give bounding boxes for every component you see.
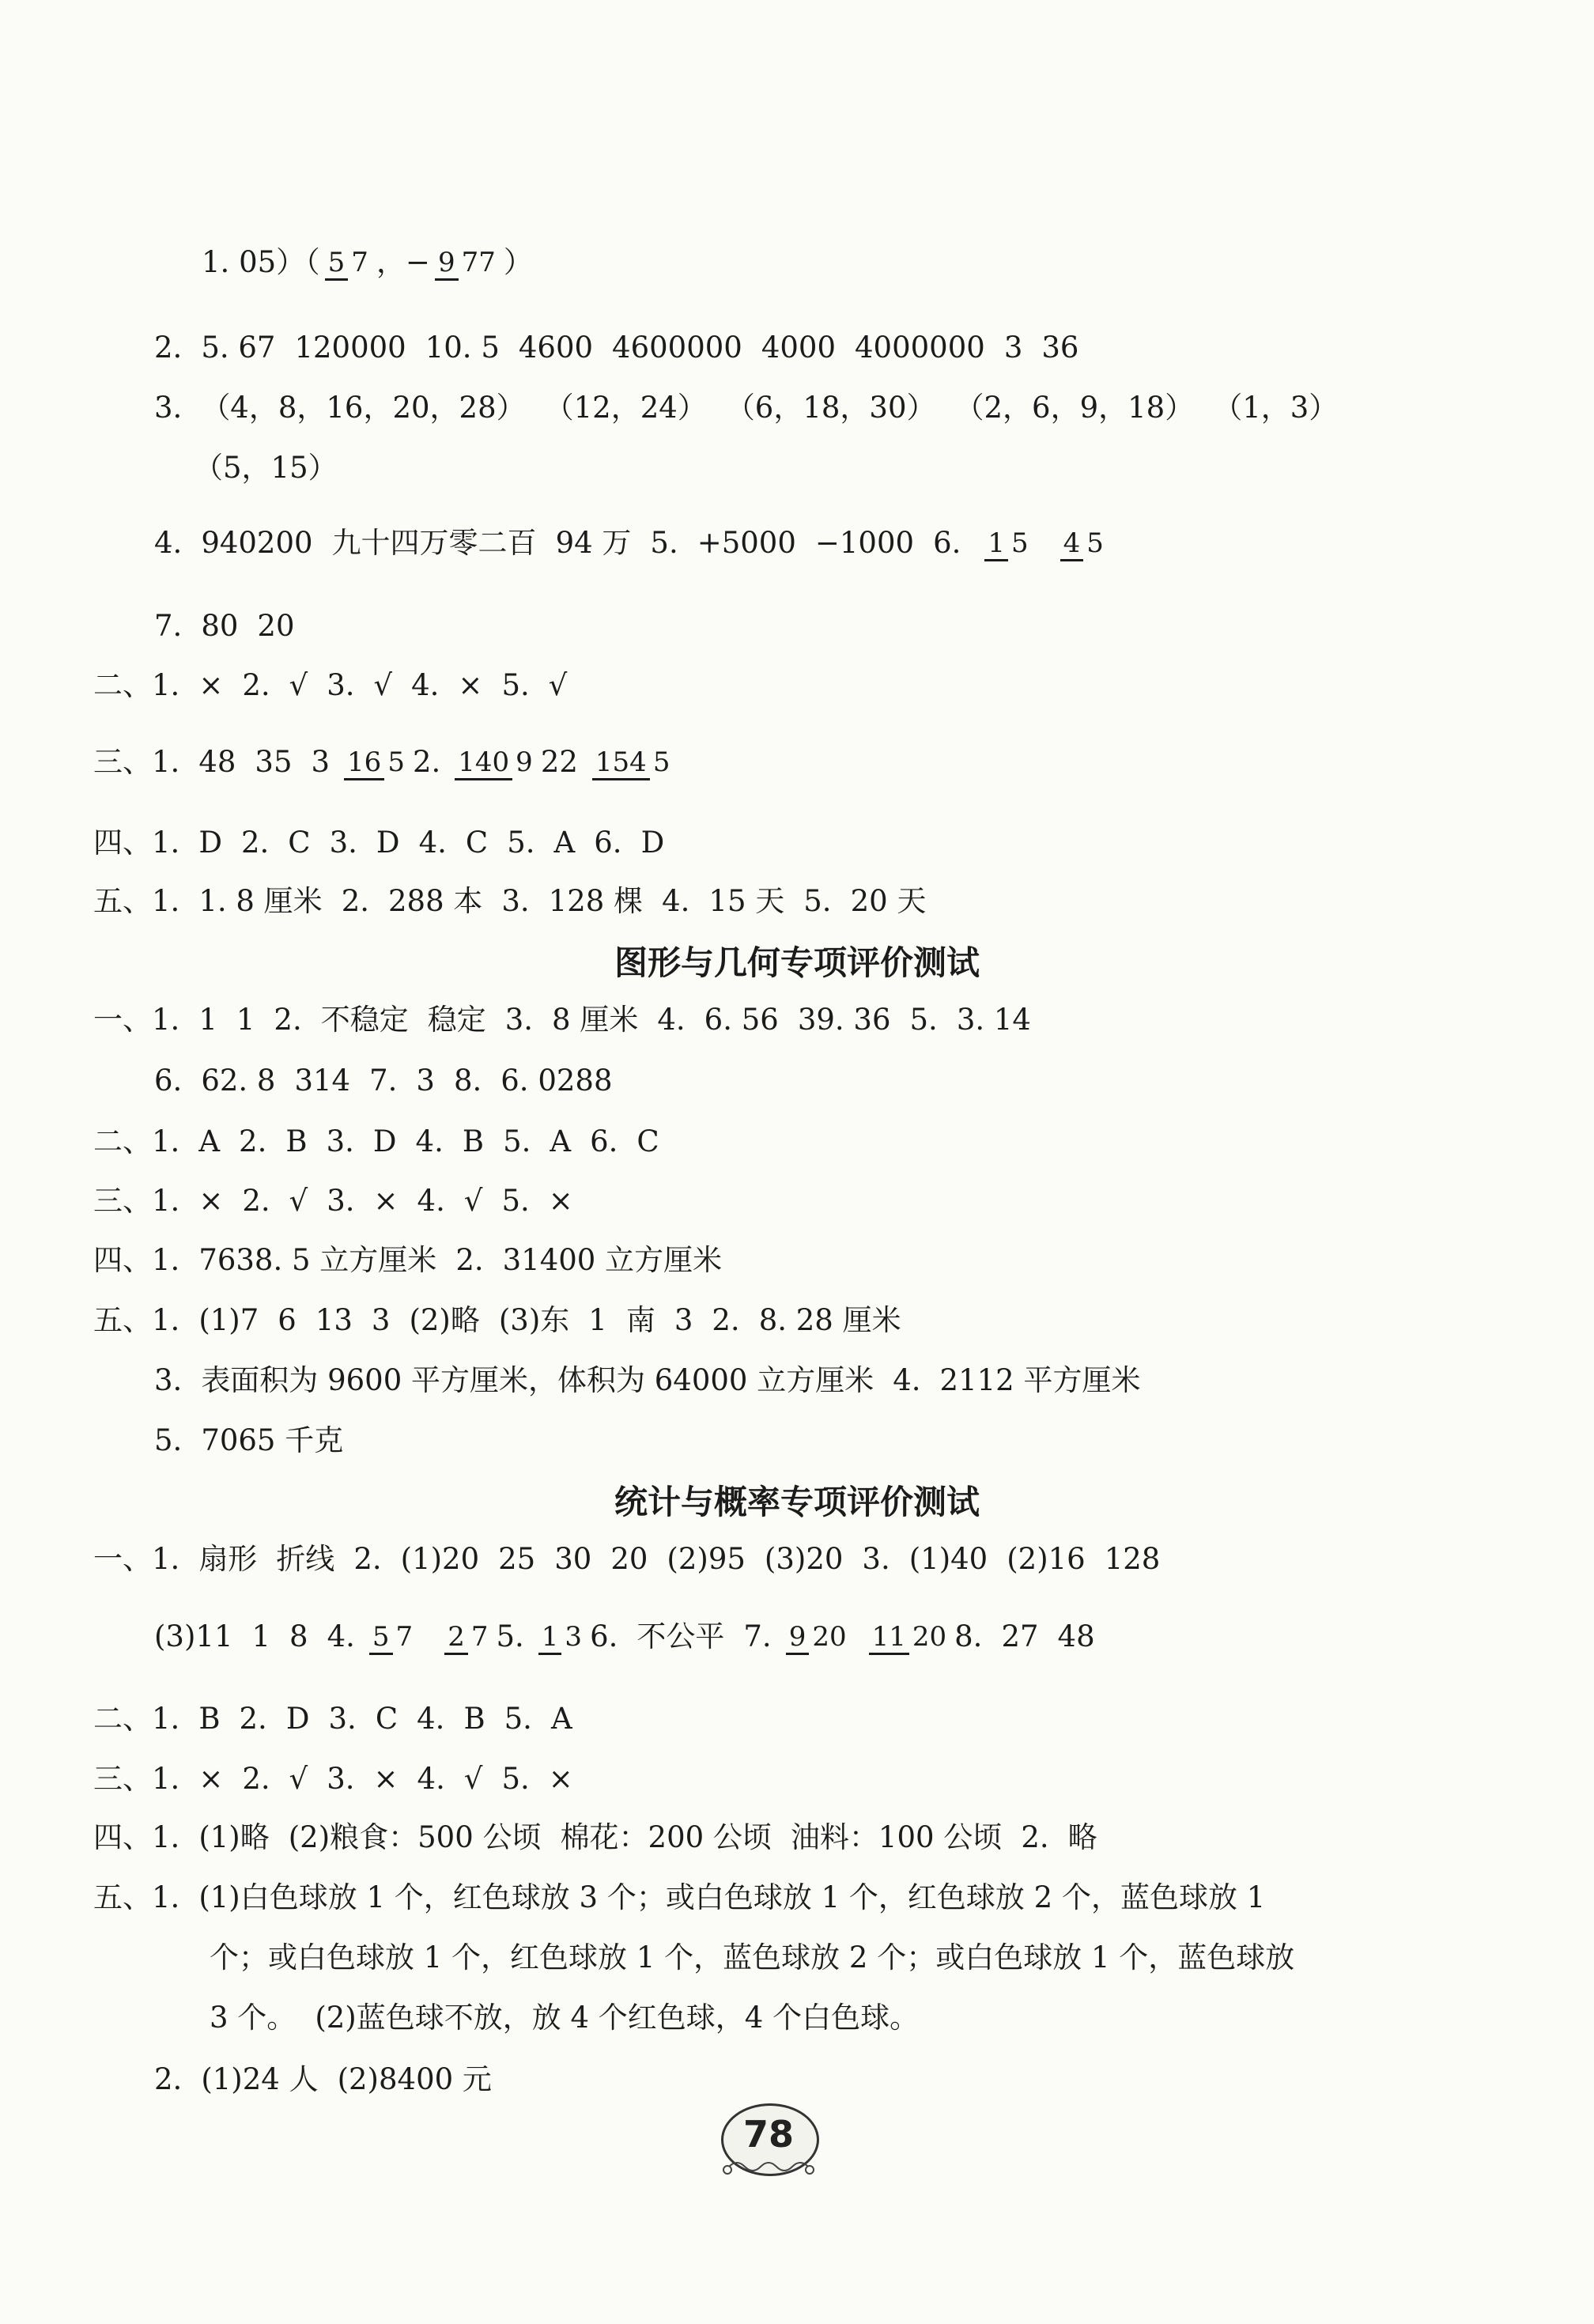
fraction-denominator: 77 [461,247,496,278]
answer-text: B [462,1124,485,1158]
fraction-numerator: 4 [1060,527,1084,561]
fraction-numerator: 1 [538,1621,562,1655]
answer-text: 7. [154,609,183,643]
answer-text: 6. [933,526,961,560]
answer-text: 棉花：200 公顷 [560,1820,772,1854]
fraction [1060,527,1107,559]
answer-text: 20 [257,609,295,643]
answer-text: √ [289,1184,308,1218]
fraction-numerator: 11 [869,1621,909,1655]
answer-text: A [550,1124,572,1158]
answer-text: 7638. 5 立方厘米 [198,1243,437,1277]
answer-text: 4. [327,1619,355,1653]
answer-text: 五、1. [93,884,180,918]
fraction-numerator: 9 [786,1621,810,1655]
answer-text: 3. [327,668,355,702]
answer-text: (2)16 [1007,1542,1086,1576]
answer-text: 10. 5 [425,331,500,365]
answer-text: A [553,826,576,860]
answer-text: 4. [417,1702,445,1736]
answer-text: (2)8400 元 [337,2062,492,2096]
answer-text: 2. [712,1303,740,1337]
answer-text: 4. [411,668,440,702]
answer-text: 不公平 [636,1619,725,1653]
answer-line [154,526,1112,561]
answer-text: 1 [198,1003,217,1037]
fraction [538,1621,585,1653]
fraction-denominator: 7 [470,1621,489,1653]
fraction-denominator: 5 [387,746,405,778]
answer-text: 3 [311,745,331,779]
answer-text: 80 [201,609,239,643]
answer-text: 五、1. [93,1303,180,1337]
answer-text: 3 个。 [210,2001,297,2035]
answer-text: 3. 14 [956,1003,1031,1037]
answer-text: (1)40 [908,1542,988,1576]
answer-text: 7065 千克 [201,1423,344,1457]
answer-line [154,1064,613,1098]
answer-text: 4. [893,1363,921,1397]
answer-text: 折线 [276,1542,335,1576]
answer-text: 3. [154,391,183,425]
answer-text: 31400 立方厘米 [502,1243,723,1277]
fraction [984,527,1031,559]
answer-text: × [373,1762,398,1796]
answer-text: +5000 [697,526,796,560]
answer-line [154,1363,1140,1398]
answer-text: 3. [504,1003,534,1037]
answer-line [93,1003,1031,1037]
answer-text: 3. [327,1762,355,1796]
fraction-denominator: 5 [1011,527,1029,559]
answer-text: 二、1. [93,1124,180,1158]
answer-text: 九十四万零二百 [331,526,537,560]
answer-text: 五、1. [93,1880,180,1914]
answer-text: 7. [369,1064,398,1098]
page-number-badge [713,2103,824,2182]
answer-text: 940200 [201,526,313,560]
answer-text: 3. [154,1363,183,1397]
answer-text: 2. [239,1124,267,1158]
answer-text: 三、1. [93,1762,180,1796]
fraction-denominator: 5 [652,746,670,778]
answer-text: × [373,1184,398,1218]
answer-text: （2，6，9，18） [954,391,1195,425]
answer-text: 三、1. [93,1184,180,1218]
answer-line [93,1820,1097,1855]
answer-text: (1)白色球放 1 个，红色球放 3 个；或白色球放 1 个，红色球放 2 个，蓝色球放 1 [198,1880,1266,1914]
answer-text: 3 [416,1064,435,1098]
answer-text: 5. [501,1762,530,1796]
answer-text: 128 棵 [548,884,644,918]
answer-text: 5. [504,1702,532,1736]
answer-text: 4. [418,826,447,860]
answer-text: 4. [657,1003,686,1037]
answer-text: 2112 平方厘米 [939,1363,1141,1397]
answer-text: 5. [503,1124,531,1158]
answer-text: (2)粮食：500 公顷 [288,1820,542,1854]
fraction-denominator: 7 [351,247,368,278]
section-heading-statistics: 统计与概率专项评价测试 [614,1483,980,1521]
answer-text: 1. 05）（ [202,245,320,279]
section-heading-geometry: 图形与几何专项评价测试 [614,943,980,982]
answer-line [93,1762,573,1797]
answer-text: × [198,1184,224,1218]
fraction [344,746,408,778]
answer-text: 一、1. [93,1542,180,1576]
fraction [369,1621,416,1653]
answer-text: √ [289,1762,308,1796]
answer-text: 三、1. [93,745,180,779]
fraction-numerator: 5 [325,247,349,281]
answer-text: C [288,826,311,860]
answer-text: 2. [242,1762,270,1796]
answer-text: 6. [154,1064,183,1098]
fraction-denominator: 9 [516,746,533,778]
answer-text: 22 [540,745,578,779]
fraction-denominator: 20 [812,1621,847,1653]
fraction [435,247,499,278]
answer-line [93,1243,722,1278]
answer-text: 5. [909,1003,938,1037]
answer-text: 7. [743,1619,772,1653]
answer-line [154,2062,492,2097]
answer-line [93,1124,659,1159]
answer-text: 6. 56 [704,1003,779,1037]
answer-text: (1)略 [198,1820,270,1854]
answer-text: 2. [353,1542,382,1576]
answer-line [154,391,1338,425]
answer-text: 2. [242,668,270,702]
answer-text: 3. [327,1184,355,1218]
answer-text: 20 [610,1542,648,1576]
answer-text: 3. [501,884,530,918]
answer-text: × [458,668,483,702]
answer-text: 3. [862,1542,890,1576]
answer-text: 8. [453,1064,482,1098]
answer-text: 四、1. [93,1820,180,1854]
answer-text: 8 [289,1619,308,1653]
answer-text: 20 天 [850,884,927,918]
fraction [325,247,372,278]
answer-text: 6. 0288 [500,1064,613,1098]
answer-text: 二、1. [93,668,180,702]
answer-text: 2. [242,1184,270,1218]
answer-text: × [548,1184,573,1218]
fraction-numerator: 16 [344,746,384,780]
fraction [869,1621,950,1653]
answer-text: 个；或白色球放 1 个，红色球放 1 个，蓝色球放 2 个；或白色球放 1 个，蓝色球放 [210,1940,1295,1974]
answer-text: 120000 [294,331,406,365]
answer-text: ，− [376,245,430,279]
answer-text: 5. [154,1423,183,1457]
fraction-denominator: 7 [395,1621,414,1653]
page-number: 78 [742,2113,794,2156]
answer-text: √ [463,1762,483,1796]
answer-text: 3 [674,1303,693,1337]
answer-text: 表面积为 9600 平方厘米，体积为 64000 立方厘米 [201,1363,874,1397]
answer-text: 2. [455,1243,484,1277]
answer-line [154,331,1078,365]
fraction-numerator: 5 [369,1621,393,1655]
answer-text: 39. 36 [797,1003,891,1037]
answer-text: （6，18，30） [725,391,936,425]
answer-text: 128 [1104,1542,1161,1576]
answer-text: 油料：100 公顷 [790,1820,1003,1854]
answer-text: 2. [154,2062,183,2096]
answer-text: (2)95 [667,1542,746,1576]
answer-text: 4600000 [612,331,742,365]
answer-text: 30 [554,1542,592,1576]
answer-text: 15 天 [708,884,785,918]
answer-text: （12，24） [544,391,707,425]
answer-text: 94 万 [555,526,632,560]
fraction-numerator: 140 [455,746,512,780]
answer-text: 2. [240,826,270,860]
answer-text: 4. [417,1762,445,1796]
answer-text: （4，8，16，20，28） [201,391,526,425]
decoration-icon [713,2159,824,2182]
answer-text: × [548,1762,573,1796]
answer-text: 6. [590,1619,618,1653]
answer-line [154,609,295,644]
answer-text: 2. [412,745,441,779]
answer-text: 3. [329,826,357,860]
answer-text: A [550,1702,572,1736]
answer-text: B [285,1124,308,1158]
fraction-numerator: 1 [984,527,1008,561]
answer-line [93,1542,1160,1577]
fraction-numerator: 9 [435,247,459,281]
answer-text: 5. [650,526,678,560]
answer-text: 5. [501,668,530,702]
answer-text: 36 [1041,331,1079,365]
answer-text: 62. 8 [201,1064,276,1098]
answer-text: 5. [803,884,832,918]
answer-text: (2)蓝色球不放，放 4 个红色球，4 个白色球。 [315,2001,920,2035]
answer-text: 3 [371,1303,391,1337]
answer-text: 四、1. [93,1243,180,1277]
answer-text: C [636,1124,659,1158]
answer-text: D [640,826,665,860]
answer-line [93,745,678,780]
answer-text: 1 [251,1619,271,1653]
answer-text: 1 [588,1303,607,1337]
answer-text: 四、1. [93,826,180,860]
answer-text: (3)东 [498,1303,570,1337]
answer-text: 一、1. [93,1003,180,1037]
answer-text: 27 [1001,1619,1039,1653]
answer-text: (2)略 [409,1303,480,1337]
answer-text: 南 [625,1303,655,1337]
answer-text: 3. [326,1124,354,1158]
answer-text: 48 [1057,1619,1095,1653]
answer-line [154,1423,343,1458]
answer-text: 3. [328,1702,357,1736]
fraction-denominator: 3 [565,1621,583,1653]
fraction-denominator: 5 [1086,527,1104,559]
answer-text: （1，3） [1213,391,1339,425]
answer-line [93,884,926,919]
answer-line [194,451,338,486]
answer-text: × [198,668,224,702]
answer-line [93,1880,1265,1915]
answer-line [93,826,664,860]
answer-line [210,2001,919,2035]
answer-text: 不稳定 [320,1003,409,1037]
answer-text: 314 [294,1064,351,1098]
answer-text: 6. [594,826,622,860]
answer-text: (3)20 [764,1542,844,1576]
answer-line [154,1619,1095,1654]
answer-text: 288 本 [388,884,483,918]
answer-text: 4000000 [855,331,985,365]
answer-text: 略 [1067,1820,1097,1854]
answer-text: (1)7 [198,1303,259,1337]
answer-text: √ [548,668,568,702]
answer-text: 2. [239,1702,267,1736]
answer-text: 8 厘米 [552,1003,639,1037]
fraction-numerator: 154 [592,746,650,780]
answer-text: 2. [154,331,183,365]
answer-text: D [376,826,400,860]
answer-text: 8. [954,1619,983,1653]
answer-text: 4000 [761,331,837,365]
answer-text: 4. [415,1124,444,1158]
answer-text: 4. [154,526,183,560]
answer-text: ） [503,245,533,279]
answer-text: D [372,1124,397,1158]
answer-text: 二、1. [93,1702,180,1736]
answer-text: 2. [1021,1820,1049,1854]
fraction [786,1621,850,1653]
answer-text: 4. [417,1184,445,1218]
answer-text: 5. [501,1184,530,1218]
answer-line [93,1702,572,1736]
answer-text: 2. [274,1003,302,1037]
answer-text: 6. [590,1124,618,1158]
answer-text: C [375,1702,398,1736]
answer-text: (1)20 [400,1542,480,1576]
answer-text: × [198,1762,224,1796]
answer-text: B [463,1702,485,1736]
answer-line [202,245,533,280]
answer-text: 3 [1003,331,1023,365]
answer-line [93,1184,573,1219]
answer-text: 稳定 [427,1003,486,1037]
answer-text: B [198,1702,221,1736]
answer-text: 4600 [518,331,594,365]
answer-text: 2. [341,884,369,918]
answer-text: √ [289,668,308,702]
answer-text: (3)11 [154,1619,233,1653]
answer-text: 6 [278,1303,297,1337]
answer-text: 8. 28 厘米 [758,1303,901,1337]
answer-text: 扇形 [198,1542,258,1576]
answer-text: (1)24 人 [201,2062,319,2096]
answer-text: C [465,826,489,860]
answer-text: 25 [498,1542,536,1576]
fraction [592,746,674,778]
fraction [444,1621,491,1653]
answer-text: 35 [255,745,293,779]
fraction-denominator: 20 [912,1621,947,1653]
answer-text: D [198,826,222,860]
answer-text: （5，15） [194,451,338,485]
answer-text: √ [373,668,393,702]
answer-text: 1. 8 厘米 [198,884,323,918]
answer-text: 1 [236,1003,255,1037]
answer-line [93,1303,901,1338]
answer-line [93,668,567,703]
answer-text: 48 [198,745,236,779]
answer-text: √ [463,1184,483,1218]
answer-text: 5. [496,1619,524,1653]
fraction-numerator: 2 [444,1621,468,1655]
answer-text: D [285,1702,310,1736]
answer-text: 5. [507,826,535,860]
answer-text: 4. [662,884,690,918]
answer-text: 13 [315,1303,353,1337]
answer-text: 5. 67 [201,331,276,365]
answer-line [210,1940,1294,1975]
answer-text: A [198,1124,221,1158]
fraction [455,746,536,778]
answer-text: −1000 [814,526,915,560]
